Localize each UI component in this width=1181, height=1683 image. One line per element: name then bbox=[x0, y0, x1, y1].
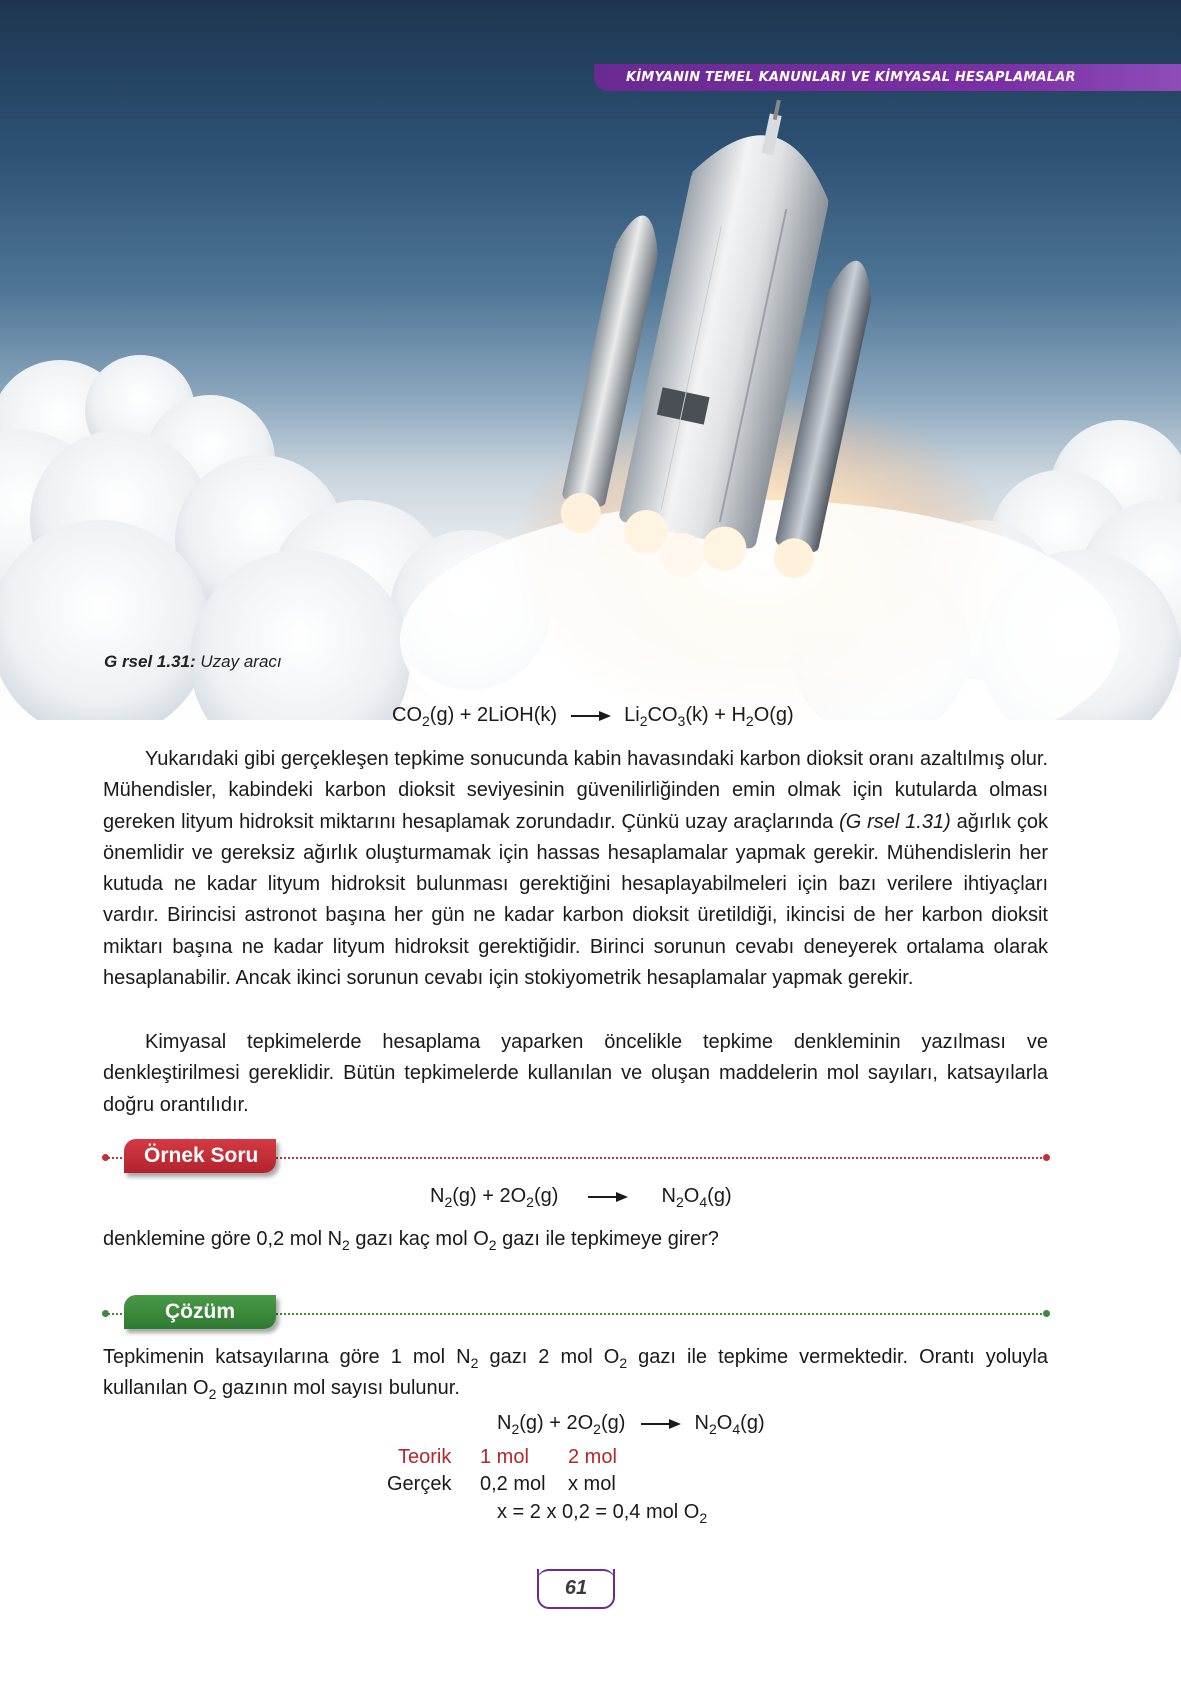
figure-reference: (G rsel 1.31) bbox=[839, 810, 951, 833]
equation-co2-lioh: $CO_2(g)$ + 2LiOH(k) $Li_2CO_3(k) + H_2O(g)$ bbox=[392, 704, 794, 729]
reaction-arrow-icon bbox=[571, 710, 611, 722]
chapter-header-band bbox=[594, 64, 1181, 91]
rule-end-dot bbox=[1043, 1154, 1050, 1161]
row-teorik-o2: 2 mol bbox=[568, 1446, 617, 1468]
caption-text: Uzay aracı bbox=[195, 652, 282, 671]
row-teorik-label: Teorik bbox=[398, 1446, 452, 1468]
row-gercek-o2: x mol bbox=[568, 1473, 616, 1495]
row-gercek-n2: 0,2 mol bbox=[480, 1473, 546, 1495]
equation-n2-o2: $N_2(g) + 2O_2(g)$ $N_2O_4(g)$ bbox=[430, 1185, 732, 1210]
example-question-badge: Örnek Soru bbox=[124, 1139, 276, 1173]
rocket-launch-illustration bbox=[0, 0, 1181, 720]
chapter-title: KİMYANIN TEMEL KANUNLARI VE KİMYASAL HESAPLAMALAR bbox=[626, 70, 1076, 85]
reaction-arrow-icon bbox=[641, 1418, 681, 1430]
row-teorik-n2: 1 mol bbox=[480, 1446, 529, 1468]
solution-badge: Çözüm bbox=[124, 1295, 276, 1329]
solution-result: x = 2 x 0,2 = 0,4 mol $O_2$ bbox=[497, 1501, 708, 1526]
rule-end-dot bbox=[1043, 1310, 1050, 1317]
caption-label: G rsel 1.31: bbox=[104, 652, 196, 671]
reaction-arrow-icon bbox=[588, 1191, 628, 1203]
solution-equation: $N_2(g) + 2O_2(g)$ $N_2O_4(g)$ bbox=[497, 1412, 765, 1437]
paragraph-1: Yukarıdaki gibi gerçekleşen tepkime sonucunda kabin havasındaki karbon dioksit oranı azaltılmış olur. Mühendisler, kabindeki karbon dioksit seviyesinin güvenilirliğinden emin olmak için kutularda olması gereken lityum hidroksit miktarını hesaplamak zorundadır. Çünkü uzay araçlarında (G rsel 1.31) ağırlık çok önemlidir ve gereksiz ağırlık oluşturmamak için hassas hesaplamalar yapmak gerekir. Mühendislerin her kutuda ne kadar lityum hidroksit bulunması gerektiğini hesaplayabilmeleri için bazı verilere ihtiyaçları vardır. Birincisi astronot başına her gün ne kadar karbon dioksit üretildiği, ikincisi de her karbon dioksit miktarı başına ne kadar lityum hidroksit gerektiğidir. Birinci sorunun cevabı deneyerek ortalama olarak hesaplanabilir. Ancak ikinci sorunun cevabı için stokiyometrik hesaplamalar yapmak gerekir. bbox=[103, 748, 1048, 990]
page-number: 61 bbox=[537, 1569, 615, 1609]
solution-text: Tepkimenin katsayılarına göre 1 mol $N_2$ gazı 2 mol $O_2$ gazı ile tepkime vermektedir. Orantı yoluyla kullanılan $O_2$ gazının mol sayısı bulunur. bbox=[103, 1346, 1048, 1403]
paragraph-2: Kimyasal tepkimelerde hesaplama yaparken öncelikle tepkime denkleminin yazılması ve denkleştirilmesi gereklidir. Bütün tepkimelerde kullanılan ve oluşan maddelerin mol sayıları, katsayılarla doğru orantılıdır. bbox=[103, 1031, 1048, 1116]
row-gercek-label: Gerçek bbox=[387, 1473, 452, 1495]
hero-image bbox=[0, 0, 1181, 720]
example-question-text: denklemine göre 0,2 mol $N_2$ gazı kaç mol $O_2$ gazı ile tepkimeye girer? bbox=[103, 1228, 719, 1253]
figure-caption bbox=[104, 652, 282, 672]
